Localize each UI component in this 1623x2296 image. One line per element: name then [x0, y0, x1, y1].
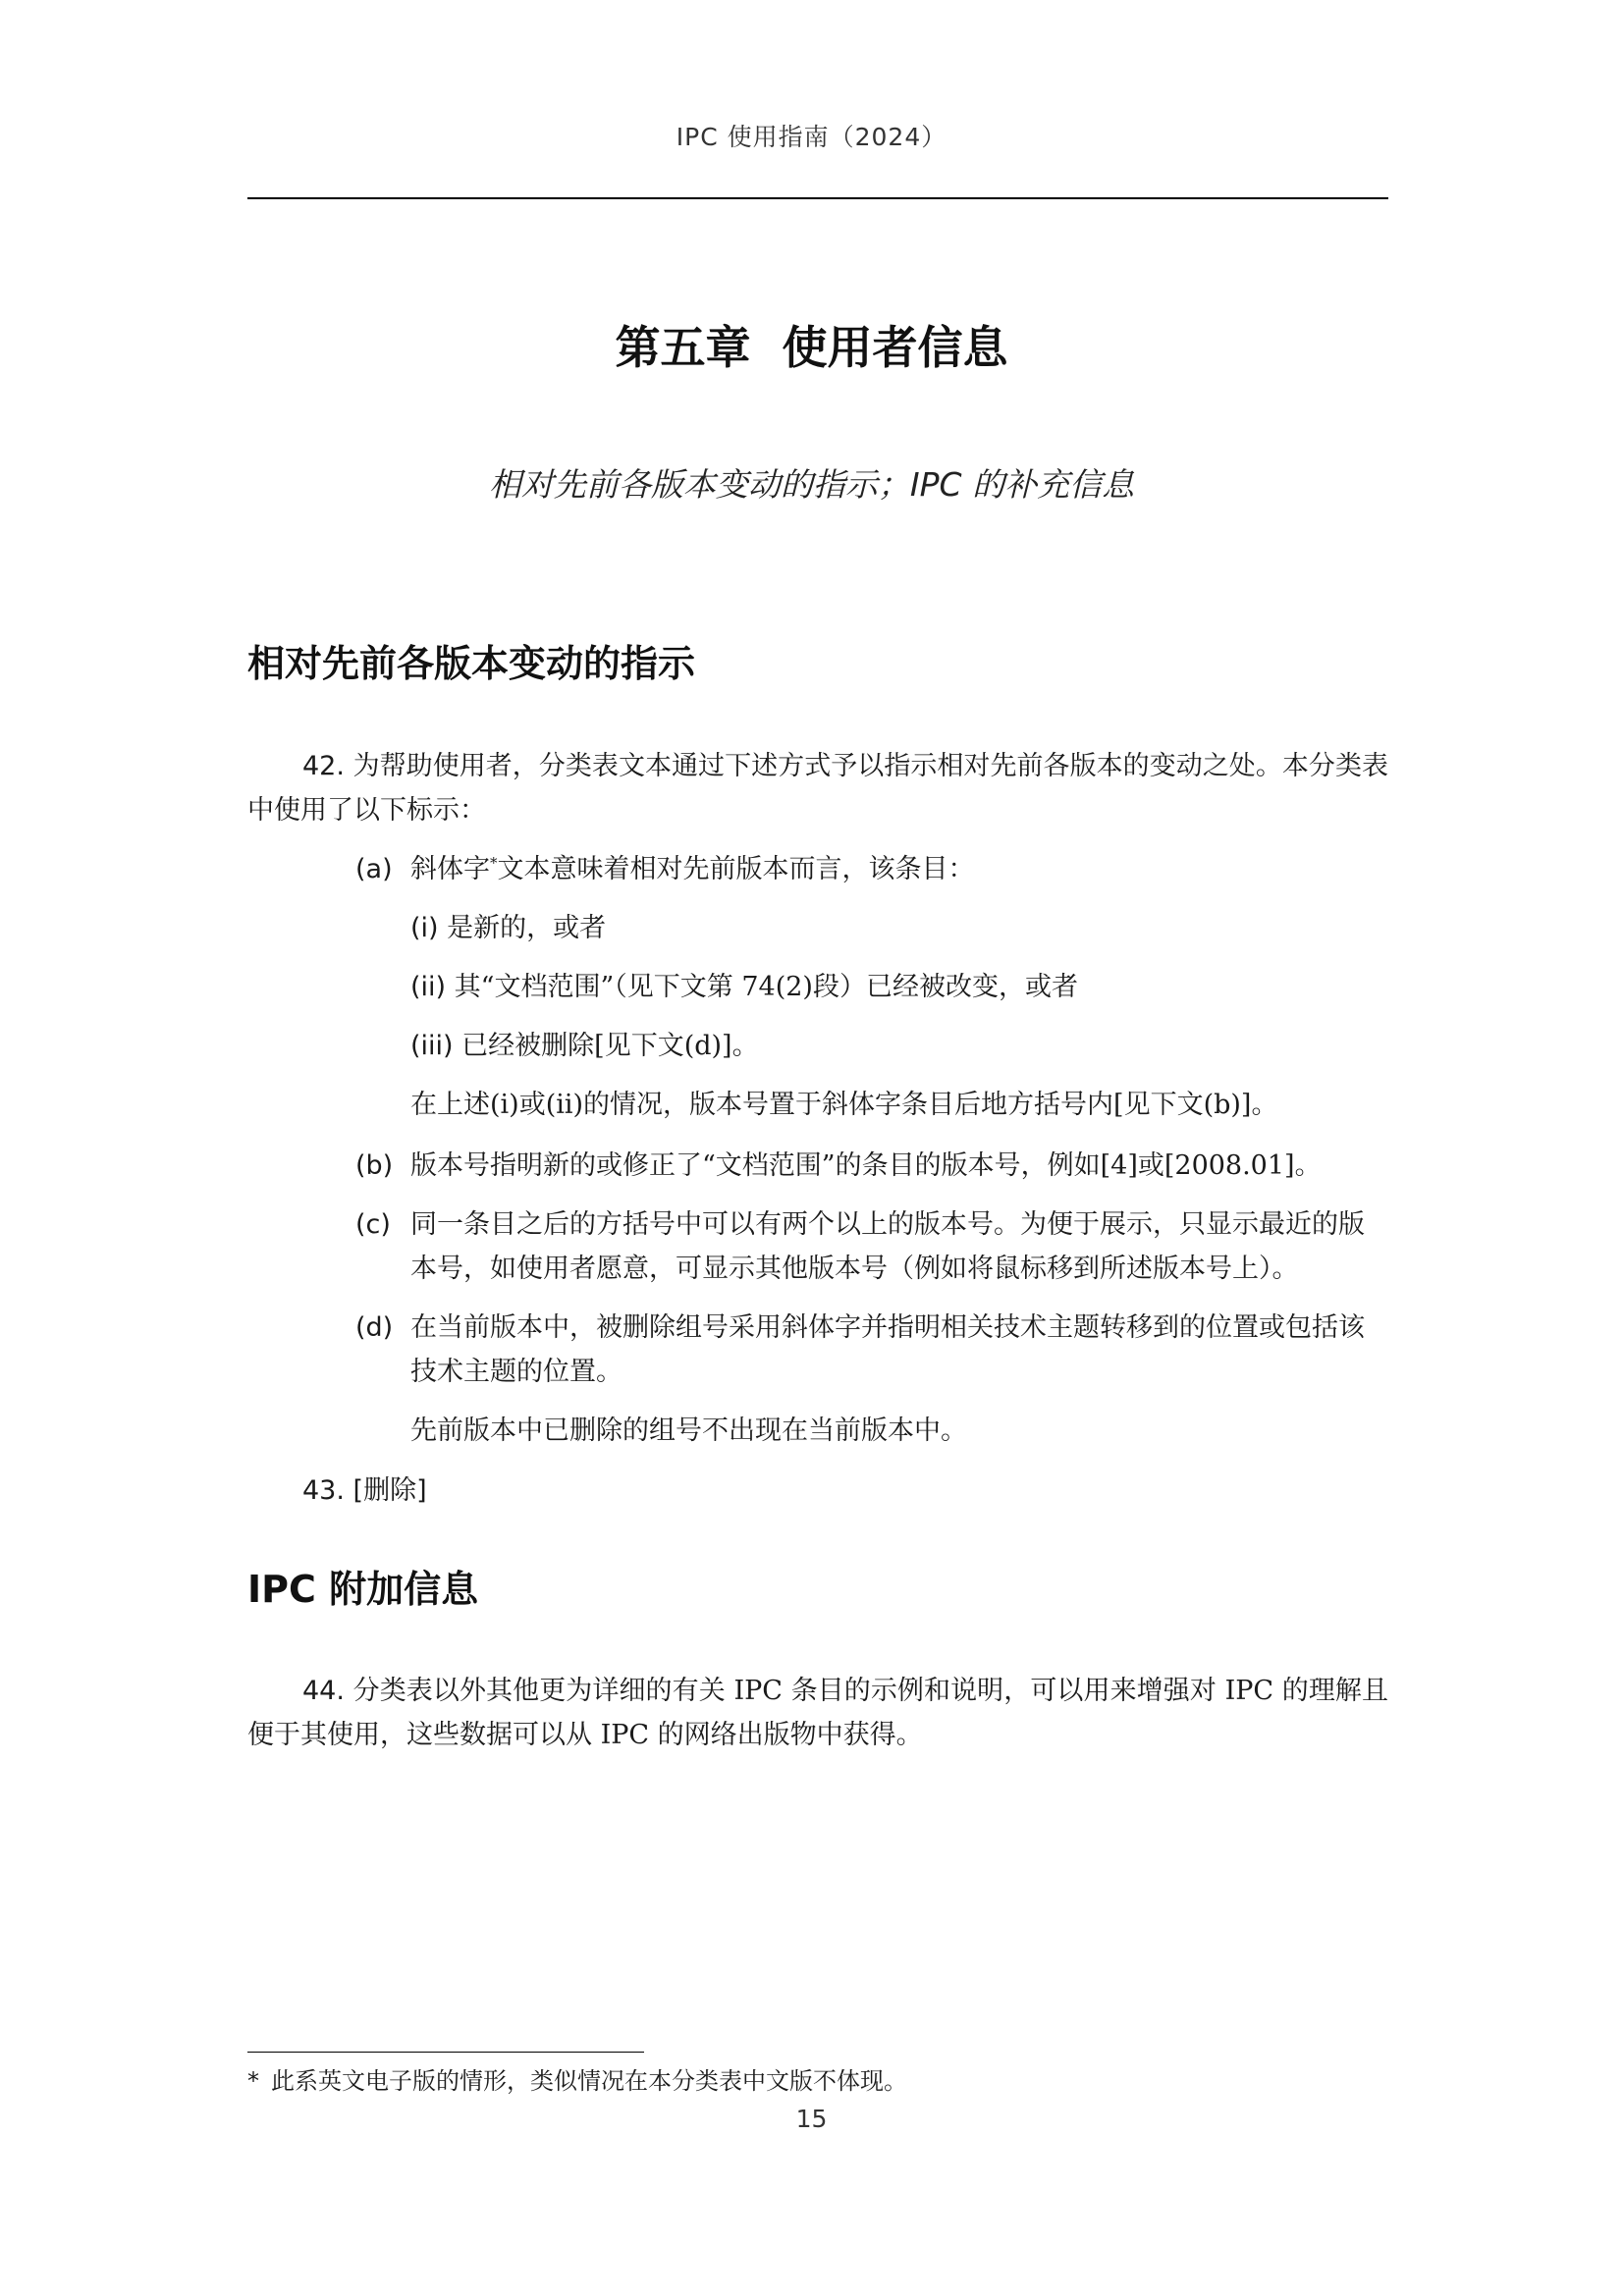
list-item-b: [355, 1144, 1388, 1188]
list-item-d: [355, 1306, 1388, 1394]
paragraph-number: 42.: [302, 751, 345, 781]
list-marker: (b): [355, 1150, 394, 1181]
running-header: IPC 使用指南（2024）: [676, 123, 947, 151]
list-item-c: [355, 1202, 1388, 1291]
list-item-text: 斜体字: [410, 854, 490, 884]
list-item-a: [355, 847, 1388, 891]
paragraph-text: 分类表以外其他更为详细的有关 IPC 条目的示例和说明，可以用来增强对 IPC 的理解且便于其使用，这些数据可以从 IPC 的网络出版物中获得。: [247, 1676, 1388, 1750]
paragraph-text: [删除]: [352, 1475, 427, 1506]
header-rule: [247, 197, 1388, 199]
paragraph-number: 44.: [302, 1676, 345, 1706]
list-item-a-note: 在上述(i)或(ii)的情况，版本号置于斜体字条目后地方括号内[见下文(b)]。: [410, 1090, 1278, 1120]
footnote-marker: *: [247, 2067, 259, 2095]
list-item-d-note: 先前版本中已删除的组号不出现在当前版本中。: [410, 1415, 967, 1446]
chapter-title: 第五章 使用者信息: [615, 321, 1008, 374]
chapter-subtitle: 相对先前各版本变动的指示；IPC 的补充信息: [488, 465, 1135, 504]
paragraph-44: [247, 1669, 1388, 1757]
list-marker: (c): [355, 1209, 391, 1240]
list-marker: (d): [355, 1312, 394, 1343]
list-item-a-i: [410, 906, 1388, 950]
page-number: 15: [795, 2105, 828, 2133]
paragraph-text: 为帮助使用者，分类表文本通过下述方式予以指示相对先前各版本的变动之处。本分类表中使用了以下标示：: [247, 751, 1388, 826]
paragraph-number: 43.: [302, 1475, 345, 1506]
section-heading-additional-info: IPC 附加信息: [247, 1568, 479, 1611]
list-item-text: 是新的，或者: [447, 913, 607, 943]
section-heading-changes: 相对先前各版本变动的指示: [247, 642, 696, 685]
list-marker: (iii): [410, 1031, 454, 1061]
list-item-text: 同一条目之后的方括号中可以有两个以上的版本号。为便于展示，只显示最近的版本号，如使用者愿意，可显示其他版本号（例如将鼠标移到所述版本号上）。: [410, 1209, 1365, 1284]
list-marker: (a): [355, 854, 393, 884]
list-item-text: 已经被删除[见下文(d)]。: [461, 1031, 759, 1061]
list-item-text: 在当前版本中，被删除组号采用斜体字并指明相关技术主题转移到的位置或包括该技术主题的位置。: [410, 1312, 1365, 1387]
footnote: [247, 2063, 907, 2099]
list-item-a-ii: [410, 965, 1388, 1009]
list-item-a-iii: [410, 1024, 1388, 1068]
footnote-text: 此系英文电子版的情形，类似情况在本分类表中文版不体现。: [271, 2067, 907, 2095]
list-marker: (ii): [410, 972, 447, 1002]
paragraph-42: [247, 744, 1388, 832]
footnote-reference: *: [490, 854, 498, 872]
list-item-text: 其“文档范围”（见下文第 74(2)段）已经被改变，或者: [454, 972, 1078, 1002]
list-item-text-cont: 文本意味着相对先前版本而言，该条目：: [497, 854, 975, 884]
list-marker: (i): [410, 913, 439, 943]
footnote-rule: [247, 2052, 644, 2053]
list-item-text: 版本号指明新的或修正了“文档范围”的条目的版本号，例如[4]或[2008.01]。: [410, 1150, 1322, 1181]
paragraph-43: [302, 1468, 427, 1513]
